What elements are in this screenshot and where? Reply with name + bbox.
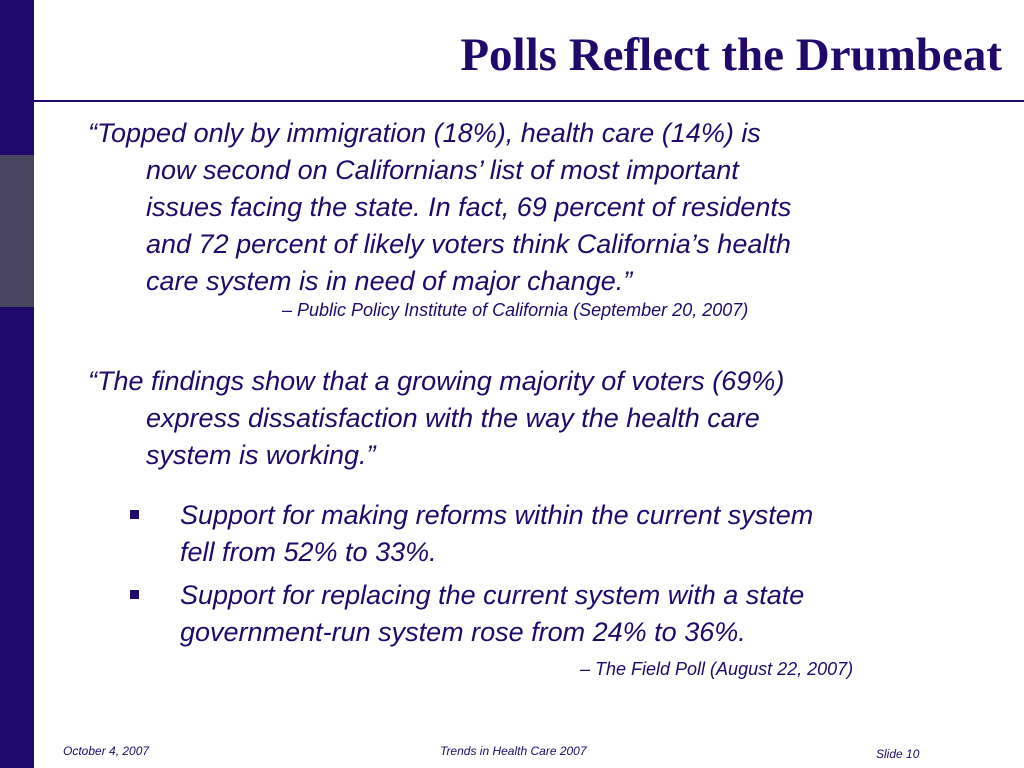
quote-line: and 72 percent of likely voters think California’s health xyxy=(146,229,791,259)
footer-presentation-title: Trends in Health Care 2007 xyxy=(440,744,587,758)
square-bullet-icon xyxy=(130,510,139,519)
bullet-list xyxy=(128,497,813,657)
quote-field-poll xyxy=(88,363,784,474)
footer-slide-number: Slide 10 xyxy=(876,747,920,761)
quote-line: care system is in need of major change.” xyxy=(146,266,633,296)
bullet-line: government-run system rose from 24% to 36%. xyxy=(180,617,746,647)
square-bullet-icon xyxy=(130,590,139,599)
quote-field-poll-text xyxy=(88,363,784,474)
quote-ppic-attribution: – Public Policy Institute of California (September 20, 2007) xyxy=(282,300,749,320)
bullet-item xyxy=(128,577,813,651)
quote-ppic xyxy=(88,115,791,300)
quote-ppic-text xyxy=(88,115,791,300)
slide-title: Polls Reflect the Drumbeat xyxy=(460,29,1002,81)
left-sidebar-accent xyxy=(0,155,34,307)
bullet-item xyxy=(128,497,813,571)
left-sidebar-bar xyxy=(0,0,34,768)
bullet-line: Support for making reforms within the current system xyxy=(180,500,814,530)
bullet-line: fell from 52% to 33%. xyxy=(180,537,437,567)
quote-field-poll-attribution: – The Field Poll (August 22, 2007) xyxy=(580,659,854,679)
quote-line: now second on Californians’ list of most important xyxy=(146,155,739,185)
title-divider xyxy=(34,100,1024,102)
quote-line: issues facing the state. In fact, 69 percent of residents xyxy=(146,192,792,222)
quote-line: express dissatisfaction with the way the health care xyxy=(146,403,760,433)
bullet-line: Support for replacing the current system with a state xyxy=(180,580,805,610)
footer-date: October 4, 2007 xyxy=(63,744,150,758)
quote-line: “The findings show that a growing majority of voters (69%) xyxy=(88,366,785,396)
quote-line: “Topped only by immigration (18%), health care (14%) is xyxy=(88,118,761,148)
quote-line: system is working.” xyxy=(146,440,376,470)
